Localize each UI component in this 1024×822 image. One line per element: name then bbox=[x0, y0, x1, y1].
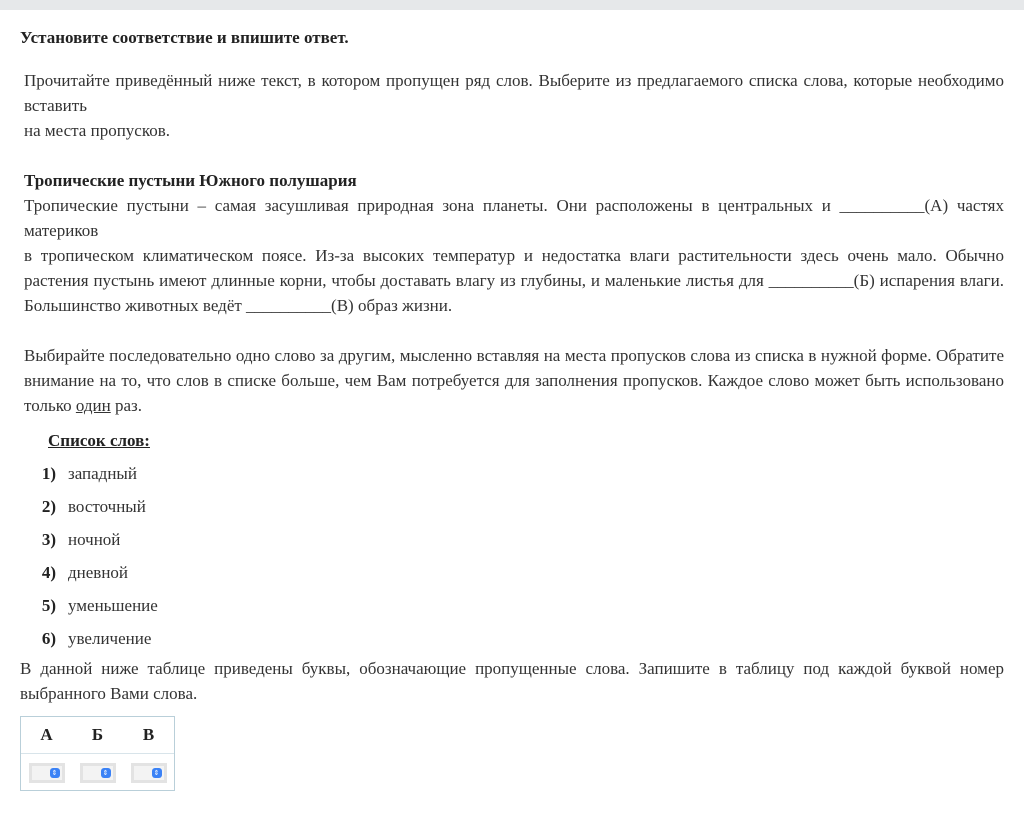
chevron-updown-icon: ⇕ bbox=[50, 768, 60, 778]
answer-header-row bbox=[21, 717, 174, 753]
word-text: восточный bbox=[68, 497, 146, 516]
chevron-updown-icon: ⇕ bbox=[101, 768, 111, 778]
story bbox=[20, 168, 1004, 318]
story-paragraph-2: в тропическом климатическом поясе. Из-за высоких температур и недостатка влаги растительности здесь очень мало. Обычно растения пустынь имеют длинные корни, чтобы доставать влагу из глубины, и маленькие листья для __________(Б) испарения влаги. Большинство животных ведёт __________(В) образ жизни. bbox=[24, 246, 1004, 315]
word-text: западный bbox=[68, 464, 137, 483]
answer-select-c[interactable] bbox=[131, 763, 167, 783]
task-page bbox=[0, 28, 1024, 791]
answer-header-c: В bbox=[142, 725, 155, 744]
list-item bbox=[20, 622, 1004, 655]
choose-text-end: раз. bbox=[110, 396, 142, 415]
word-text: уменьшение bbox=[68, 596, 158, 615]
list-item bbox=[20, 523, 1004, 556]
answer-select-row bbox=[21, 753, 174, 790]
answer-table bbox=[20, 716, 175, 791]
word-text: увеличение bbox=[68, 629, 152, 648]
answer-header-a: А bbox=[40, 725, 53, 744]
word-text: ночной bbox=[68, 530, 121, 549]
intro-text bbox=[20, 68, 1004, 143]
choose-text: Выбирайте последовательно одно слово за другим, мысленно вставляя на места пропусков слова из списка в нужной форме. Обратите внимание на то, что слов в списке больше, чем Вам потребуется для заполнения пропусков. Каждое слово может быть использовано только bbox=[24, 346, 1004, 415]
list-item bbox=[20, 457, 1004, 490]
answer-header-b: Б bbox=[91, 725, 104, 744]
word-list-title: Список слов: bbox=[48, 431, 150, 450]
word-number: 2) bbox=[41, 497, 56, 516]
answer-select-b[interactable] bbox=[80, 763, 116, 783]
word-text: дневной bbox=[68, 563, 129, 582]
word-list bbox=[20, 457, 1004, 655]
word-number: 5) bbox=[41, 596, 56, 615]
word-number: 1) bbox=[41, 464, 56, 483]
answer-select-a[interactable] bbox=[29, 763, 65, 783]
list-item bbox=[20, 490, 1004, 523]
chevron-updown-icon: ⇕ bbox=[152, 768, 162, 778]
task-instruction: Установите соответствие и впишите ответ. bbox=[20, 28, 349, 47]
choose-instruction bbox=[20, 343, 1004, 418]
choose-underlined: один bbox=[75, 396, 111, 415]
word-number: 3) bbox=[41, 530, 56, 549]
list-item bbox=[20, 589, 1004, 622]
word-number: 6) bbox=[41, 629, 56, 648]
answer-cell-b bbox=[72, 753, 123, 790]
intro-line-2: на места пропусков. bbox=[24, 121, 171, 140]
list-item bbox=[20, 556, 1004, 589]
story-title: Тропические пустыни Южного полушария bbox=[24, 171, 357, 190]
intro-line-1: Прочитайте приведённый ниже текст, в котором пропущен ряд слов. Выберите из предлагаемого списка слова, которые необходимо вставить bbox=[24, 71, 1004, 115]
story-paragraph-1: Тропические пустыни – самая засушливая природная зона планеты. Они расположены в центральных и __________(А) частях материков bbox=[24, 196, 1004, 240]
word-number: 4) bbox=[41, 563, 56, 582]
answer-cell-a bbox=[21, 753, 72, 790]
table-instruction: В данной ниже таблице приведены буквы, обозначающие пропущенные слова. Запишите в таблицу под каждой буквой номер выбранного Вами слова. bbox=[20, 659, 1004, 703]
answer-cell-c bbox=[123, 753, 174, 790]
top-bar bbox=[0, 0, 1024, 10]
